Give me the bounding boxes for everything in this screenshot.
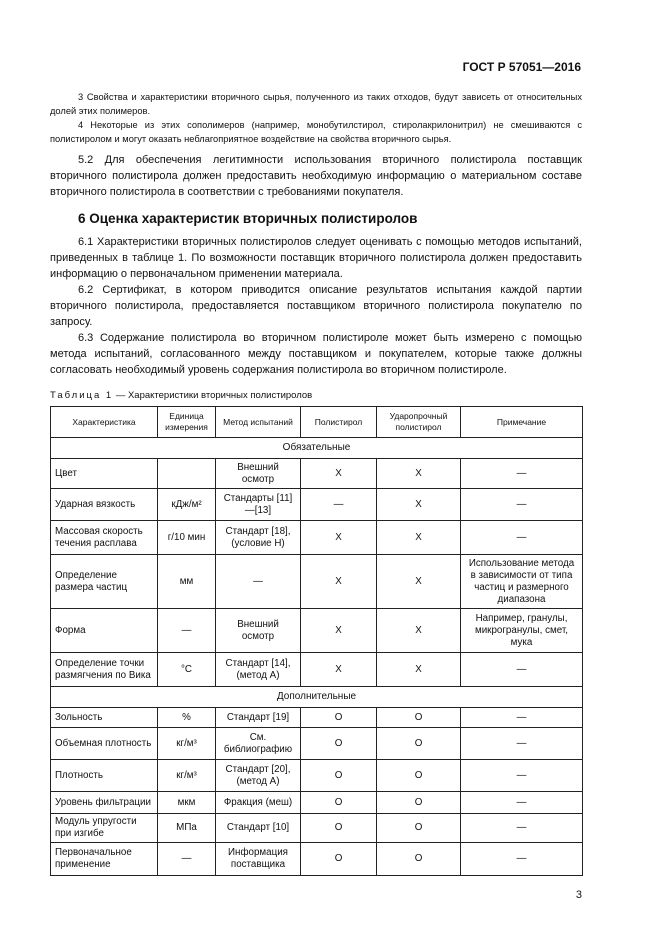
table-cell: — (461, 708, 583, 728)
paragraph-6-3: 6.3 Содержание полистирола во вторичном полистироле может быть измерено с помощью метода испытаний, согласованного между поставщиком и покупателем, которые также должны согласовать необходимый уровень содержания полистирола во вторичном полистироле. (50, 332, 582, 376)
column-header: Метод испытаний (216, 407, 301, 438)
table-cell: X (377, 653, 461, 687)
column-header: Примечание (461, 407, 583, 438)
table-row (51, 760, 583, 792)
section-heading: 6 Оценка характеристик вторичных полистиролов (78, 211, 418, 226)
table-cell: O (377, 708, 461, 728)
table-cell: Ударная вязкость (51, 489, 158, 521)
table-cell: O (301, 814, 377, 843)
section-row (51, 687, 583, 708)
table-cell: Зольность (51, 708, 158, 728)
column-header: Характеристика (51, 407, 158, 438)
table-cell: Уровень фильтрации (51, 792, 158, 814)
table-cell: — (461, 760, 583, 792)
table-cell: — (158, 609, 216, 653)
table-cell: X (301, 609, 377, 653)
page-number: 3 (575, 889, 582, 901)
table-cell: Стандарт [19] (216, 708, 301, 728)
table-cell: O (377, 792, 461, 814)
table-cell: X (301, 555, 377, 609)
table-cell: — (461, 728, 583, 760)
table-cell: — (461, 653, 583, 687)
table-cell: O (301, 728, 377, 760)
table-cell: O (377, 728, 461, 760)
table-cell: — (158, 843, 216, 876)
table-cell: Плотность (51, 760, 158, 792)
table-cell: Информация поставщика (216, 843, 301, 876)
table-cell (158, 459, 216, 489)
table-cell: — (461, 489, 583, 521)
table-cell: O (301, 708, 377, 728)
table-cell: X (301, 459, 377, 489)
table-row (51, 653, 583, 687)
caption-text: — Характеристики вторичных полистиролов (113, 390, 313, 401)
column-header: Единица измерения (158, 407, 216, 438)
table-cell: Цвет (51, 459, 158, 489)
table-row (51, 792, 583, 814)
table-cell: X (377, 459, 461, 489)
column-header: Ударопрочный полистирол (377, 407, 461, 438)
table-cell: кг/м³ (158, 760, 216, 792)
table-cell: мм (158, 555, 216, 609)
table-cell: X (301, 653, 377, 687)
table-row (51, 843, 583, 876)
table-cell: O (301, 792, 377, 814)
paragraph-6-1: 6.1 Характеристики вторичных полистиролов следует оценивать с помощью методов испытаний, приведенных в таблице 1. По возможности поставщик вторичного полистирола должен предоставить информацию о первоначальном применении материала. (50, 236, 582, 280)
table-cell: г/10 мин (158, 521, 216, 555)
table-cell: O (301, 760, 377, 792)
table-cell: Фракция (меш) (216, 792, 301, 814)
table-cell: кДж/м² (158, 489, 216, 521)
table-cell: Модуль упругости при изгибе (51, 814, 158, 843)
table-cell: Стандарт [10] (216, 814, 301, 843)
table-cell: X (377, 521, 461, 555)
table-header-row (51, 407, 583, 438)
table-cell: — (461, 814, 583, 843)
document-header: ГОСТ Р 57051—2016 (462, 60, 581, 74)
table-cell: — (461, 792, 583, 814)
table-cell: Стандарт [18], (условие H) (216, 521, 301, 555)
document-body (50, 90, 582, 902)
table-cell: Определение размера частиц (51, 555, 158, 609)
column-header: Полистирол (301, 407, 377, 438)
paragraph-6-2: 6.2 Сертификат, в котором приводится описание результатов испытания каждой партии вторичного полистирола, предоставляется поставщиком вторичного полистирола покупателю по запросу. (50, 284, 582, 328)
paragraph-5-2: 5.2 Для обеспечения легитимности использования вторичного полистирола поставщик вторичного полистирола должен предоставить необходимую информацию о материальном составе вторичного полистирола в соответствии с требованиями покупателя. (50, 154, 582, 198)
note-4: 4 Некоторые из этих сополимеров (например, монобутилстирол, стиролакрилонитрил) не смешиваются с полистиролом и могут оказать неблагоприятное воздействие на свойства вторичного сырья. (50, 120, 582, 144)
table-row (51, 609, 583, 653)
table-cell: — (461, 843, 583, 876)
characteristics-table (50, 406, 583, 876)
table-cell: Форма (51, 609, 158, 653)
table-row (51, 555, 583, 609)
table-cell: Первоначальное применение (51, 843, 158, 876)
table-cell: мкм (158, 792, 216, 814)
table-cell: Стандарты [11]—[13] (216, 489, 301, 521)
table-row (51, 708, 583, 728)
table-cell: % (158, 708, 216, 728)
table-cell: Внешний осмотр (216, 609, 301, 653)
table-row (51, 521, 583, 555)
table-cell: O (301, 843, 377, 876)
table-cell: — (216, 555, 301, 609)
table-cell: См. библиографию (216, 728, 301, 760)
table-cell: O (377, 814, 461, 843)
section-row (51, 438, 583, 459)
table-row (51, 728, 583, 760)
table-cell: Использование метода в зависимости от типа частиц и размерного диапазона (461, 555, 583, 609)
table-cell: — (461, 459, 583, 489)
table-cell: кг/м³ (158, 728, 216, 760)
table-cell: Внешний осмотр (216, 459, 301, 489)
table-cell: X (377, 489, 461, 521)
table-cell: Объемная плотность (51, 728, 158, 760)
table-cell: — (301, 489, 377, 521)
note-3: 3 Свойства и характеристики вторичного сырья, полученного из таких отходов, будут зависеть от относительных долей этих полимеров. (50, 92, 582, 116)
table-cell: Стандарт [14], (метод А) (216, 653, 301, 687)
table-cell: Определение точки размягчения по Вика (51, 653, 158, 687)
table-caption (50, 390, 582, 402)
table-cell: Например, гранулы, микрогранулы, смет, мука (461, 609, 583, 653)
table-cell: O (377, 760, 461, 792)
table-cell: °C (158, 653, 216, 687)
table-cell: O (377, 843, 461, 876)
table-cell: X (377, 609, 461, 653)
section-label: Обязательные (51, 438, 583, 459)
table-cell: МПа (158, 814, 216, 843)
caption-label: Таблица 1 (50, 390, 114, 401)
section-label: Дополнительные (51, 687, 583, 708)
table-cell: Массовая скорость течения расплава (51, 521, 158, 555)
table-cell: — (461, 521, 583, 555)
table-row (51, 814, 583, 843)
table-cell: Стандарт [20], (метод А) (216, 760, 301, 792)
table-cell: X (377, 555, 461, 609)
table-row (51, 489, 583, 521)
table-row (51, 459, 583, 489)
table-cell: X (301, 521, 377, 555)
